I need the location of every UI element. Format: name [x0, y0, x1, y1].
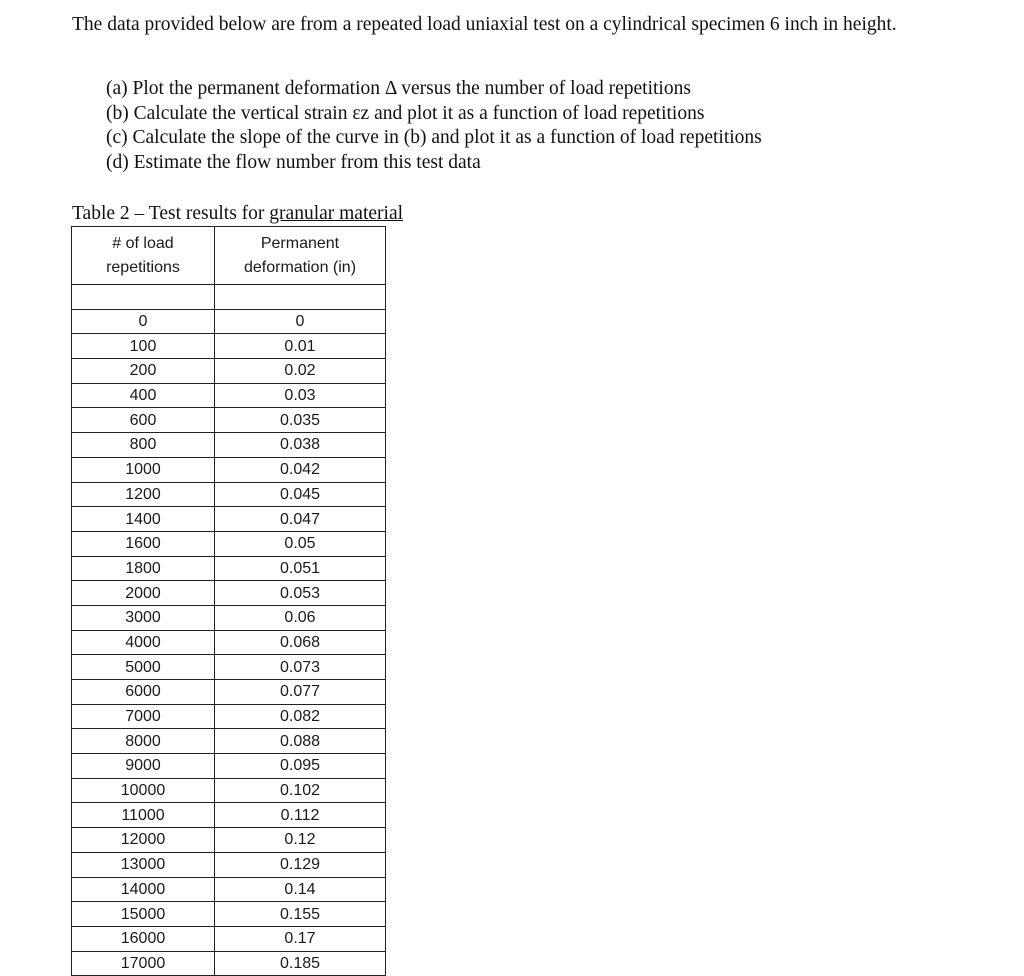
header-load-repetitions — [72, 227, 215, 285]
header-col2-line2: deformation (in) — [243, 258, 357, 276]
header-col2-line1: Permanent — [260, 234, 340, 252]
header-permanent-deformation — [215, 227, 386, 285]
table-row — [72, 482, 386, 507]
table-row — [72, 507, 386, 532]
cell-permanent-deformation: 0.01 — [215, 334, 386, 359]
table-row — [72, 729, 386, 754]
cell-permanent-deformation: 0.073 — [215, 655, 386, 680]
cell-load-repetitions: 11000 — [72, 803, 215, 828]
cell-permanent-deformation: 0.082 — [215, 704, 386, 729]
cell-load-repetitions: 10000 — [72, 778, 215, 803]
cell-permanent-deformation: 0.035 — [215, 408, 386, 433]
cell-permanent-deformation: 0.14 — [215, 877, 386, 902]
cell-load-repetitions: 1400 — [72, 507, 215, 532]
cell-permanent-deformation: 0.02 — [215, 359, 386, 384]
cell-permanent-deformation: 0.129 — [215, 852, 386, 877]
table-row — [72, 877, 386, 902]
table-row — [72, 680, 386, 705]
table-row — [72, 433, 386, 458]
cell-permanent-deformation: 0.047 — [215, 507, 386, 532]
table-row — [72, 309, 386, 334]
cell-load-repetitions: 12000 — [72, 828, 215, 853]
table-row — [72, 408, 386, 433]
table-caption — [72, 202, 403, 226]
cell-permanent-deformation: 0.051 — [215, 556, 386, 581]
cell-permanent-deformation: 0.102 — [215, 778, 386, 803]
cell-permanent-deformation: 0.095 — [215, 754, 386, 779]
table-caption-material: granular material — [269, 203, 404, 224]
test-results-table — [71, 226, 386, 976]
cell-permanent-deformation: 0.068 — [215, 630, 386, 655]
table-caption-prefix: Table 2 – Test results for — [72, 203, 270, 224]
task-item-d: (d) Estimate the flow number from this test data — [106, 151, 481, 173]
table-row — [72, 951, 386, 976]
table-row — [72, 581, 386, 606]
table-row — [72, 704, 386, 729]
table-header-row — [72, 227, 386, 285]
cell-permanent-deformation: 0.053 — [215, 581, 386, 606]
table-row — [72, 778, 386, 803]
cell-load-repetitions: 2000 — [72, 581, 215, 606]
cell-load-repetitions: 200 — [72, 359, 215, 384]
cell-permanent-deformation: 0 — [215, 309, 386, 334]
table-row — [72, 828, 386, 853]
table-row — [72, 359, 386, 384]
cell-permanent-deformation: 0.155 — [215, 902, 386, 927]
cell-load-repetitions: 4000 — [72, 630, 215, 655]
cell-permanent-deformation: 0.03 — [215, 383, 386, 408]
table-row — [72, 926, 386, 951]
table-row — [72, 754, 386, 779]
table-row — [72, 655, 386, 680]
table-row — [72, 803, 386, 828]
cell-load-repetitions: 1600 — [72, 531, 215, 556]
cell-permanent-deformation: 0.06 — [215, 605, 386, 630]
cell-load-repetitions: 1000 — [72, 457, 215, 482]
table-row — [72, 605, 386, 630]
cell-load-repetitions: 400 — [72, 383, 215, 408]
problem-intro: The data provided below are from a repeated load uniaxial test on a cylindrical specimen 6 inch in height. — [72, 14, 897, 35]
cell-load-repetitions: 5000 — [72, 655, 215, 680]
table-row — [72, 902, 386, 927]
table-row — [72, 531, 386, 556]
cell-load-repetitions: 800 — [72, 433, 215, 458]
cell-permanent-deformation: 0.185 — [215, 951, 386, 976]
task-item-b: (b) Calculate the vertical strain εz and plot it as a function of load repetitions — [106, 102, 705, 124]
cell-load-repetitions: 1800 — [72, 556, 215, 581]
cell-load-repetitions: 100 — [72, 334, 215, 359]
cell-load-repetitions: 8000 — [72, 729, 215, 754]
header-col1-line1: # of load — [112, 234, 174, 252]
header-col1-line2: repetitions — [106, 258, 180, 276]
task-item-a: (a) Plot the permanent deformation Δ versus the number of load repetitions — [106, 78, 691, 99]
cell-permanent-deformation: 0.05 — [215, 531, 386, 556]
table-row — [72, 630, 386, 655]
cell-permanent-deformation: 0.088 — [215, 729, 386, 754]
cell-load-repetitions: 13000 — [72, 852, 215, 877]
task-list — [106, 77, 762, 175]
cell-load-repetitions: 16000 — [72, 926, 215, 951]
cell-load-repetitions: 17000 — [72, 951, 215, 976]
cell-permanent-deformation: 0.112 — [215, 803, 386, 828]
cell-load-repetitions: 7000 — [72, 704, 215, 729]
cell-load-repetitions: 15000 — [72, 902, 215, 927]
cell-load-repetitions: 600 — [72, 408, 215, 433]
cell-load-repetitions: 3000 — [72, 605, 215, 630]
cell-permanent-deformation: 0.042 — [215, 457, 386, 482]
cell-load-repetitions: 0 — [72, 309, 215, 334]
cell-permanent-deformation: 0.17 — [215, 926, 386, 951]
cell-load-repetitions: 9000 — [72, 754, 215, 779]
cell-permanent-deformation: 0.12 — [215, 828, 386, 853]
header-separator — [72, 285, 386, 310]
cell-permanent-deformation: 0.077 — [215, 680, 386, 705]
task-item-c: (c) Calculate the slope of the curve in (b) and plot it as a function of load repetitions — [106, 127, 762, 148]
cell-permanent-deformation: 0.045 — [215, 482, 386, 507]
table-row — [72, 383, 386, 408]
cell-load-repetitions: 6000 — [72, 680, 215, 705]
table-row — [72, 556, 386, 581]
table-row — [72, 852, 386, 877]
table-row — [72, 457, 386, 482]
cell-load-repetitions: 14000 — [72, 877, 215, 902]
cell-load-repetitions: 1200 — [72, 482, 215, 507]
table-row — [72, 334, 386, 359]
cell-permanent-deformation: 0.038 — [215, 433, 386, 458]
